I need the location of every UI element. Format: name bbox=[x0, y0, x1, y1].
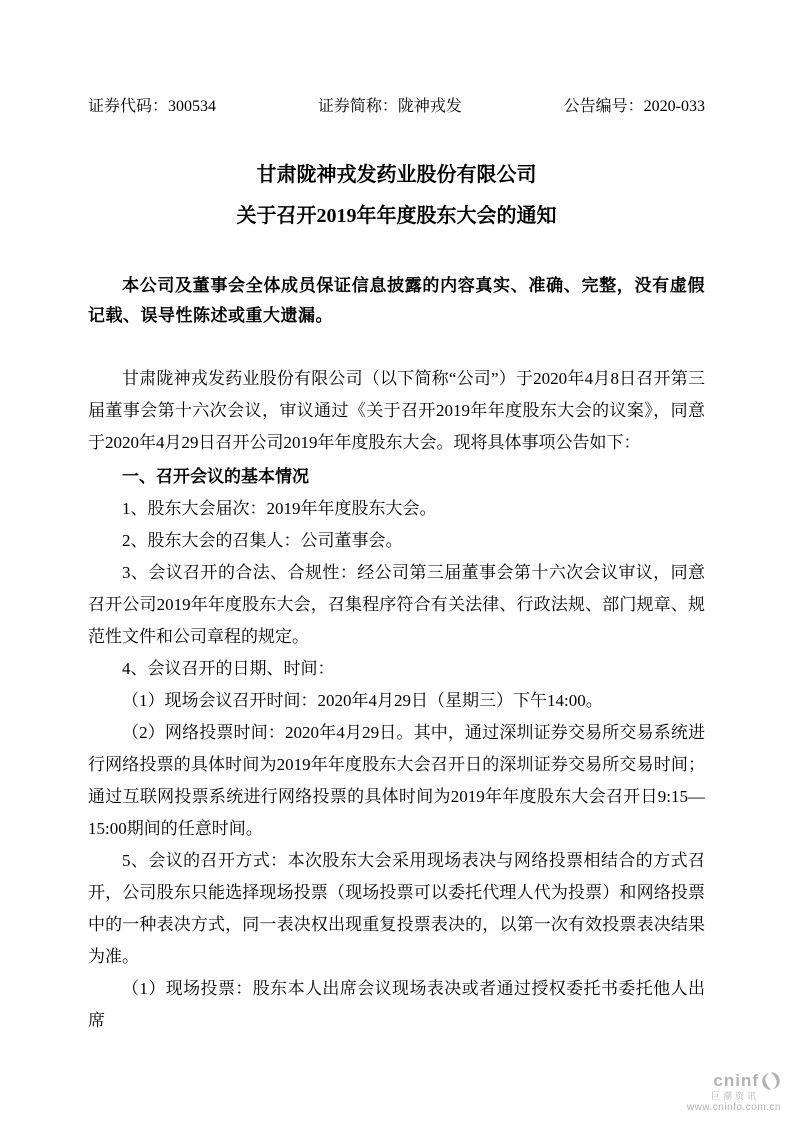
section1-heading: 一、召开会议的基本情况 bbox=[122, 467, 309, 486]
stock-code-label: 证券代码：300534 bbox=[88, 98, 217, 115]
section1-item-convener: 2、股东大会的召集人：公司董事会。 bbox=[122, 531, 403, 550]
section1-item-legality: 3、会议召开的合法、合规性：经公司第三届董事会第十六次会议审议，同意召开公司2019年年度股东大会，召集程序符合有关法律、行政法规、部门规章、规范性文件和公司章程的规定。 bbox=[88, 563, 705, 646]
section1-item-onsite-voting: （1）现场投票：股东本人出席会议现场表决或者通过授权委托书委托他人出席 bbox=[88, 979, 705, 1030]
section1-item-online-voting-time: （2）网络投票时间：2020年4月29日。其中，通过深圳证券交易所交易系统进行网络投票的具体时间为2019年年度股东大会召开日的深圳证券交易所交易时间；通过互联网投票系统进行网络投票的具体时间为2019年年度股东大会召开日9:15—15:00期间的任意时间。 bbox=[88, 723, 705, 838]
announcement-number-label: 公告编号：2020-033 bbox=[563, 98, 705, 115]
cninfo-logo-text: cninf bbox=[713, 1071, 759, 1090]
document-title-line1: 甘肃陇神戎发药业股份有限公司 bbox=[256, 164, 537, 186]
cninfo-chinese-name: 巨潮资讯 bbox=[710, 1091, 759, 1101]
stock-name-label: 证券简称：陇神戎发 bbox=[317, 98, 462, 115]
section1-item-date-time: 4、会议召开的日期、时间： bbox=[122, 659, 335, 678]
section1-item-onsite-time: （1）现场会议召开时间：2020年4月29日（星期三）下午14:00。 bbox=[122, 691, 603, 710]
cninfo-watermark bbox=[687, 1071, 781, 1114]
document-title-line2: 关于召开2019年年度股东大会的通知 bbox=[236, 205, 557, 227]
document-header bbox=[88, 95, 705, 119]
cninfo-logo bbox=[687, 1071, 781, 1091]
cninfo-url: www.cninfo.com.cn bbox=[686, 1102, 781, 1113]
disclaimer-paragraph: 本公司及董事会全体成员保证信息披露的内容真实、准确、完整，没有虚假记载、误导性陈述或重大遗漏。 bbox=[88, 276, 705, 325]
section1-item-meeting-session: 1、股东大会届次：2019年年度股东大会。 bbox=[122, 499, 437, 518]
cninfo-swirl-icon bbox=[761, 1071, 781, 1091]
intro-paragraph: 甘肃陇神戎发药业股份有限公司（以下简称“公司”）于2020年4月8日召开第三届董事会第十六次会议，审议通过《关于召开2019年年度股东大会的议案》，同意于2020年4月29日召开公司2019年年度股东大会。现将具体事项公告如下： bbox=[88, 369, 705, 452]
section1-item-convening-method: 5、会议的召开方式：本次股东大会采用现场表决与网络投票相结合的方式召开，公司股东只能选择现场投票（现场投票可以委托代理人代为投票）和网络投票中的一种表决方式，同一表决权出现重复投票表决的，以第一次有效投票表决结果为准。 bbox=[88, 851, 705, 966]
